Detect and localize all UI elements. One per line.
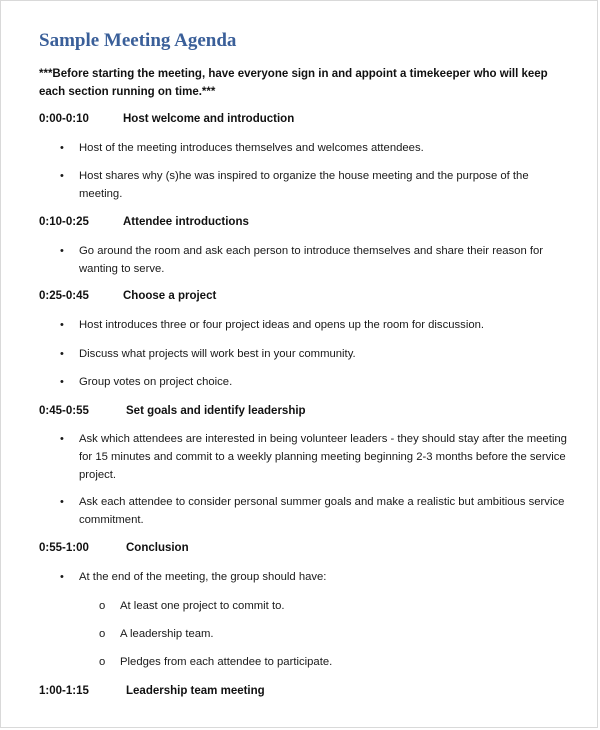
list-item-text: Host shares why (s)he was inspired to organize the house meeting and the purpose of the meeting. — [79, 170, 529, 200]
section-topic: Set goals and identify leadership — [126, 405, 306, 417]
list-item — [60, 568, 569, 586]
list-item — [60, 316, 569, 334]
section-heading — [39, 216, 249, 228]
section-topic: Conclusion — [126, 542, 189, 554]
bullet-icon: • — [60, 348, 64, 360]
bullet-icon: • — [60, 571, 64, 583]
list-item-text: Group votes on project choice. — [79, 376, 233, 388]
bullet-icon: • — [60, 376, 64, 388]
sub-list-item-text: At least one project to commit to. — [120, 600, 285, 612]
circle-bullet-icon: o — [99, 600, 106, 612]
section-heading — [39, 290, 217, 302]
sub-list-item-text: Pledges from each attendee to participate. — [120, 656, 333, 668]
sub-list-item — [99, 625, 214, 643]
bullet-icon: • — [60, 319, 64, 331]
section-time: 0:00-0:10 — [39, 113, 89, 125]
list-item-text: Discuss what projects will work best in your community. — [79, 348, 356, 360]
list-item — [60, 242, 569, 278]
intro-note: ***Before starting the meeting, have everyone sign in and appoint a timekeeper who will keep each section running on time.*** — [39, 68, 548, 98]
circle-bullet-icon: o — [99, 656, 106, 668]
list-item — [60, 167, 569, 203]
section-time: 1:00-1:15 — [39, 685, 89, 697]
section-time: 0:45-0:55 — [39, 405, 89, 417]
section-heading — [39, 542, 189, 554]
sub-list-item — [99, 597, 285, 615]
section-heading — [39, 685, 265, 697]
bullet-icon: • — [60, 496, 64, 508]
section-topic: Attendee introductions — [123, 216, 249, 228]
list-item — [60, 139, 569, 157]
list-item — [60, 493, 569, 529]
section-topic: Leadership team meeting — [126, 685, 265, 697]
list-item-text: Host introduces three or four project ideas and opens up the room for discussion. — [79, 319, 485, 331]
list-item-text: Ask each attendee to consider personal summer goals and make a realistic but ambitious service commitment. — [79, 496, 565, 526]
sub-list-item — [99, 653, 333, 671]
bullet-icon: • — [60, 170, 64, 182]
bullet-icon: • — [60, 142, 64, 154]
list-item-text: At the end of the meeting, the group should have: — [79, 571, 327, 583]
list-item — [60, 430, 569, 484]
list-item — [60, 373, 569, 391]
list-item — [60, 345, 569, 363]
circle-bullet-icon: o — [99, 628, 106, 640]
section-time: 0:55-1:00 — [39, 542, 89, 554]
section-heading — [39, 113, 295, 125]
list-item-text: Go around the room and ask each person to introduce themselves and share their reason for wanting to serve. — [79, 245, 544, 275]
sub-list-item-text: A leadership team. — [120, 628, 214, 640]
section-time: 0:10-0:25 — [39, 216, 89, 228]
bullet-icon: • — [60, 245, 64, 257]
list-item-text: Ask which attendees are interested in being volunteer leaders - they should stay after the meeting for 15 minutes and commit to a weekly planning meeting beginning 2-3 months before the service project. — [79, 433, 567, 481]
section-heading — [39, 405, 306, 417]
list-item-text: Host of the meeting introduces themselves and welcomes attendees. — [79, 142, 424, 154]
section-topic: Host welcome and introduction — [123, 113, 295, 125]
page-title: Sample Meeting Agenda — [39, 30, 237, 51]
section-topic: Choose a project — [123, 290, 217, 302]
bullet-icon: • — [60, 433, 64, 445]
section-time: 0:25-0:45 — [39, 290, 89, 302]
